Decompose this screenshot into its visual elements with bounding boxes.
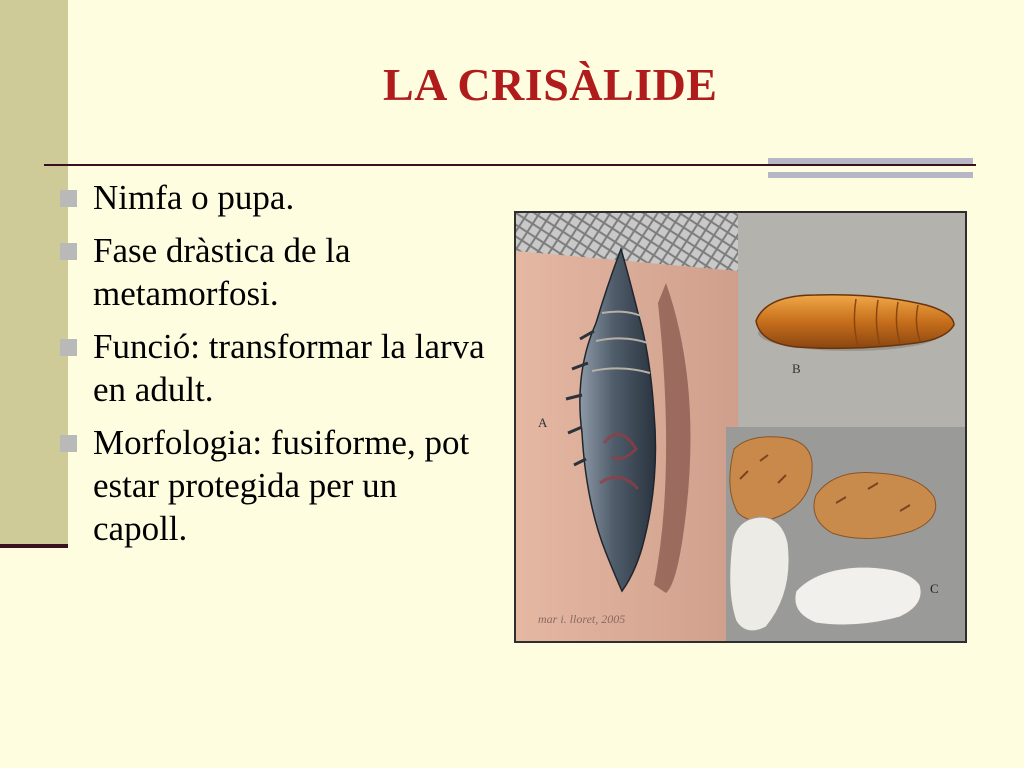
- photo-credit: mar i. lloret, 2005: [538, 612, 626, 626]
- side-rule: [0, 544, 68, 548]
- bullet-text: Fase dràstica de la metamorfosi.: [93, 231, 351, 313]
- chrysalis-photo-collage: [514, 211, 967, 643]
- bullet-item: [60, 229, 500, 315]
- bullet-text: Nimfa o pupa.: [93, 178, 295, 217]
- bullet-square-icon: [60, 339, 77, 356]
- title-divider: [44, 164, 976, 166]
- bullet-text: Funció: transformar la larva en adult.: [93, 327, 485, 409]
- slide-title: LA CRISÀLIDE: [383, 59, 718, 110]
- accent-bar-bottom: [768, 172, 973, 178]
- label-a: A: [538, 415, 548, 430]
- cocoon-fragment-2: [814, 472, 936, 538]
- label-b: B: [792, 361, 801, 376]
- bullet-square-icon: [60, 243, 77, 260]
- bullet-text: Morfologia: fusiforme, pot estar protegida per un capoll.: [93, 423, 470, 548]
- bullet-square-icon: [60, 190, 77, 207]
- side-band: [0, 0, 68, 548]
- bullet-item: [60, 421, 500, 550]
- accent-bar-top: [768, 158, 973, 164]
- bullet-square-icon: [60, 435, 77, 452]
- bullet-item: [60, 325, 500, 411]
- label-c: C: [930, 581, 939, 596]
- bullet-item: [60, 176, 500, 219]
- bullet-list: [60, 176, 500, 560]
